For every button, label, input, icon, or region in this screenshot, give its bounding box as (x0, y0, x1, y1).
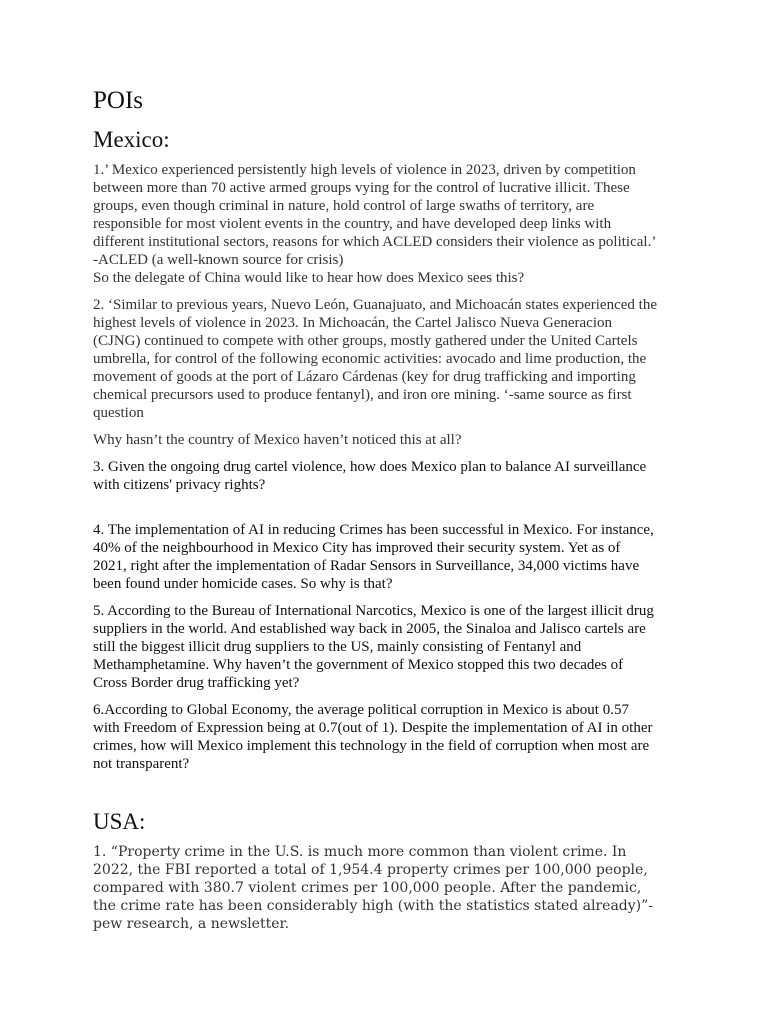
mexico-question-2-followup: Why hasn’t the country of Mexico haven’t noticed this at all? (93, 432, 462, 448)
mexico-question-3: 3. Given the ongoing drug cartel violence, how does Mexico plan to balance AI surveillance with citizens' privacy rights? (93, 459, 647, 493)
page-title: POIs (93, 87, 144, 114)
usa-question-1: 1. “Property crime in the U.S. is much more common than violent crime. In 2022, the FBI reported a total of 1,954.4 property crimes per 100,000 people, compared with 380.7 violent crimes per 100,000 people. After the pandemic, the crime rate has been considerably high (with the statistics stated already)”- pew research, a newsletter. (93, 844, 654, 932)
section-heading-mexico: Mexico: (93, 127, 170, 152)
mexico-question-5: 5. According to the Bureau of International Narcotics, Mexico is one of the largest illicit drug suppliers in the world. And established way back in 2005, the Sinaloa and Jalisco cartels are still the biggest illicit drug suppliers to the US, mainly consisting of Fentanyl and Methamphetamine. Why haven’t the government of Mexico stopped this two decades of Cross Border drug trafficking yet? (93, 603, 654, 691)
document-page (93, 86, 683, 933)
spacer (93, 782, 683, 808)
spacer (93, 503, 683, 521)
mexico-question-4: 4. The implementation of AI in reducing Crimes has been successful in Mexico. For instance, 40% of the neighbourhood in Mexico City has improved their security system. Yet as of 2021, right after the implementation of Radar Sensors in Surveillance, 34,000 victims have been found under homicide cases. So why is that? (93, 522, 654, 592)
mexico-question-1: 1.’ Mexico experienced persistently high levels of violence in 2023, driven by competition between more than 70 active armed groups vying for the control of lucrative illicit. These groups, even though criminal in nature, hold control of large swaths of territory, are responsible for most violent events in the country, and have developed deep links with different institutional sectors, reasons for which ACLED considers their violence as political.’ -ACLED (a well-known source for crisis) So the delegate of China would like to hear how does Mexico sees this? (93, 162, 657, 286)
mexico-question-6: 6.According to Global Economy, the average political corruption in Mexico is about 0.57 with Freedom of Expression being at 0.7(out of 1). Despite the implementation of AI in other crimes, how will Mexico implement this technology in the field of corruption when most are not transparent? (93, 702, 653, 772)
mexico-question-2: 2. ‘Similar to previous years, Nuevo León, Guanajuato, and Michoacán states experienced the highest levels of violence in 2023. In Michoacán, the Cartel Jalisco Nueva Generacion (CJNG) continued to compete with other groups, mostly gathered under the United Cartels umbrella, for control of the following economic activities: avocado and lime production, the movement of goods at the port of Lázaro Cárdenas (key for drug trafficking and importing chemical precursors used to produce fentanyl), and iron ore mining. ‘-same source as first question (93, 297, 657, 421)
section-heading-usa: USA: (93, 809, 146, 834)
